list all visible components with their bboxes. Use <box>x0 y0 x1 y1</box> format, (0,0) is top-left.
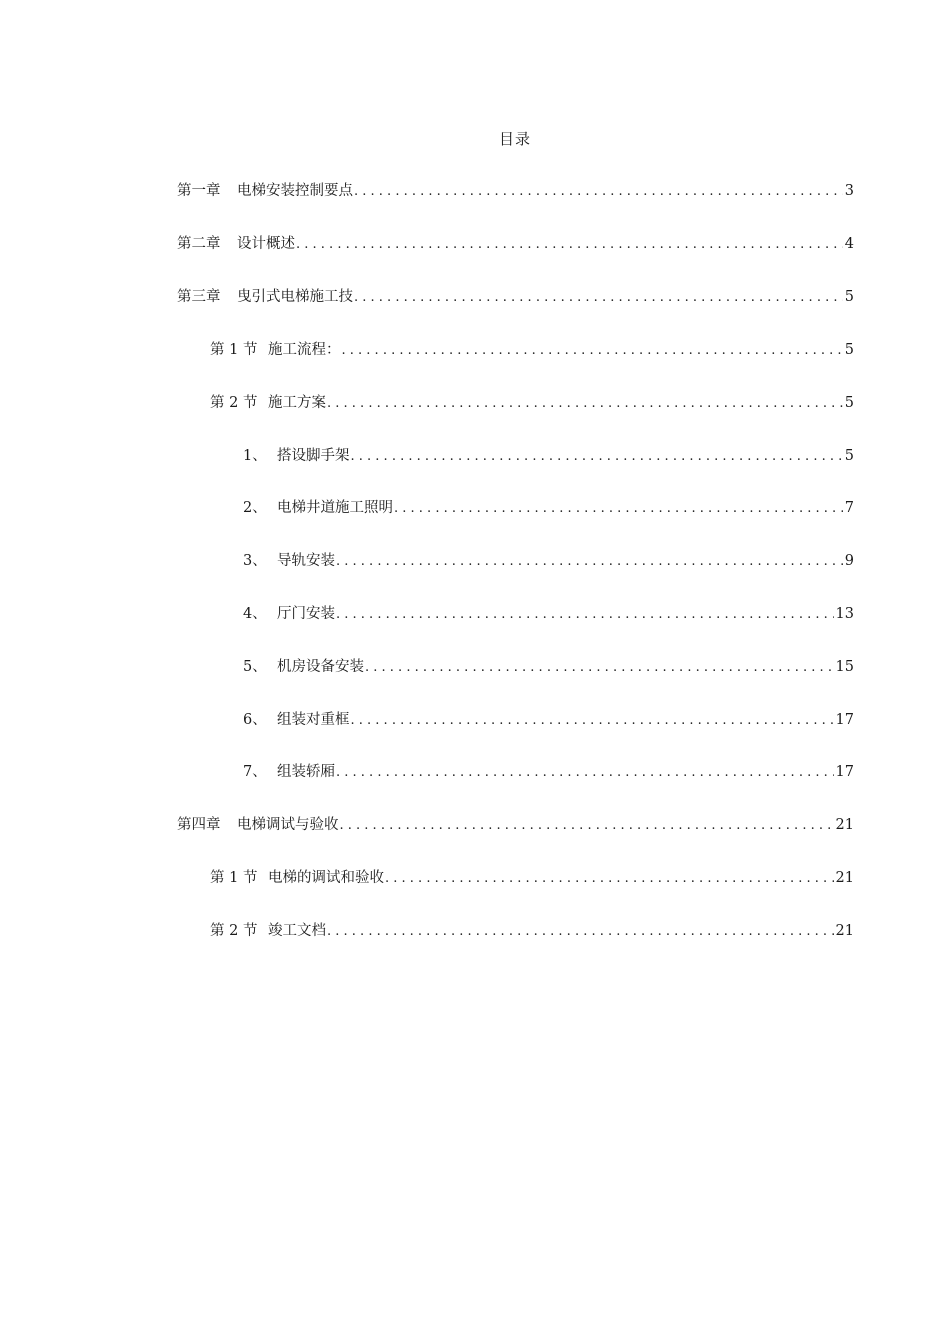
toc-entry[interactable] <box>210 338 854 360</box>
toc-dot-leader <box>342 343 843 358</box>
toc-entry-number: 6、 <box>243 712 267 728</box>
toc-entry-number: 7、 <box>243 764 267 780</box>
toc-entry-page: 3 <box>844 183 854 199</box>
toc-entry-page: 21 <box>835 923 854 939</box>
toc-entry[interactable] <box>177 813 854 835</box>
toc-entry-number: 第 2 节 <box>210 395 258 411</box>
toc-dot-leader <box>336 607 834 622</box>
toc-entry-label: 施工流程： <box>268 342 341 358</box>
toc-entry[interactable] <box>243 760 854 782</box>
toc-entry[interactable] <box>243 602 854 624</box>
toc-entry-label: 电梯井道施工照明 <box>277 500 393 516</box>
toc-entry-number: 第 2 节 <box>210 923 258 939</box>
toc-entry[interactable] <box>177 285 854 307</box>
toc-entry-label: 厅门安装 <box>277 606 335 622</box>
toc-dot-leader <box>365 660 834 675</box>
toc-entry[interactable] <box>210 391 854 413</box>
toc-entry-label: 电梯安装控制要点 <box>237 183 353 199</box>
toc-entry-page: 5 <box>844 395 854 411</box>
page-title: 目录 <box>498 130 531 148</box>
toc-entry-page: 21 <box>835 870 854 886</box>
toc-entry-number: 第四章 <box>177 817 221 833</box>
toc-dot-leader <box>327 396 843 411</box>
toc-entry-page: 5 <box>844 289 854 305</box>
toc-entry-label: 施工方案 <box>268 395 326 411</box>
toc-entry-page: 7 <box>844 500 854 516</box>
toc-entry[interactable] <box>177 232 854 254</box>
toc-entry-page: 9 <box>844 553 854 569</box>
toc-entry[interactable] <box>243 708 854 730</box>
toc-entry[interactable] <box>243 655 854 677</box>
toc-entry-label: 导轨安装 <box>277 553 335 569</box>
toc-entry-label: 组装轿厢 <box>277 764 335 780</box>
toc-entry-page: 4 <box>844 236 854 252</box>
toc-entry-label: 机房设备安装 <box>277 659 364 675</box>
toc-entry-number: 第 1 节 <box>210 870 258 886</box>
toc-entry-number: 第 1 节 <box>210 342 258 358</box>
toc-entry[interactable] <box>243 444 854 466</box>
toc-dot-leader <box>336 765 834 780</box>
toc-entry-number: 第二章 <box>177 236 221 252</box>
toc-dot-leader <box>354 184 843 199</box>
toc-entry-number: 5、 <box>243 659 267 675</box>
toc-entry-page: 17 <box>835 712 854 728</box>
toc-dot-leader <box>354 290 843 305</box>
toc-entry[interactable] <box>243 496 854 518</box>
toc-entry-page: 5 <box>844 448 854 464</box>
toc-dot-leader <box>385 871 834 886</box>
toc-dot-leader <box>394 501 843 516</box>
toc-dot-leader <box>351 449 843 464</box>
toc-entry-label: 电梯的调试和验收 <box>268 870 384 886</box>
toc-entry-label: 组装对重框 <box>277 712 350 728</box>
toc-entry-label: 电梯调试与验收 <box>237 817 339 833</box>
toc-dot-leader <box>327 924 834 939</box>
toc-dot-leader <box>296 237 843 252</box>
toc-entry-number: 2、 <box>243 500 267 516</box>
toc-entry[interactable] <box>177 179 854 201</box>
toc-entry-page: 21 <box>835 817 854 833</box>
toc-entry-number: 3、 <box>243 553 267 569</box>
toc-entry-number: 1、 <box>243 448 267 464</box>
toc-entry[interactable] <box>210 919 854 941</box>
toc-dot-leader <box>351 713 834 728</box>
toc-entry-label: 设计概述 <box>237 236 295 252</box>
toc-entry[interactable] <box>210 866 854 888</box>
toc-entry-page: 17 <box>835 764 854 780</box>
toc-entry-page: 15 <box>835 659 854 675</box>
toc-dot-leader <box>336 554 843 569</box>
toc-entry-page: 5 <box>844 342 854 358</box>
toc-dot-leader <box>340 818 834 833</box>
toc-entry[interactable] <box>243 549 854 571</box>
toc-entry-number: 4、 <box>243 606 267 622</box>
toc-entry-label: 搭设脚手架 <box>277 448 350 464</box>
toc-entry-label: 曳引式电梯施工技 <box>237 289 353 305</box>
toc-entry-page: 13 <box>835 606 854 622</box>
toc-entry-number: 第一章 <box>177 183 221 199</box>
toc-entry-number: 第三章 <box>177 289 221 305</box>
toc-entry-label: 竣工文档 <box>268 923 326 939</box>
